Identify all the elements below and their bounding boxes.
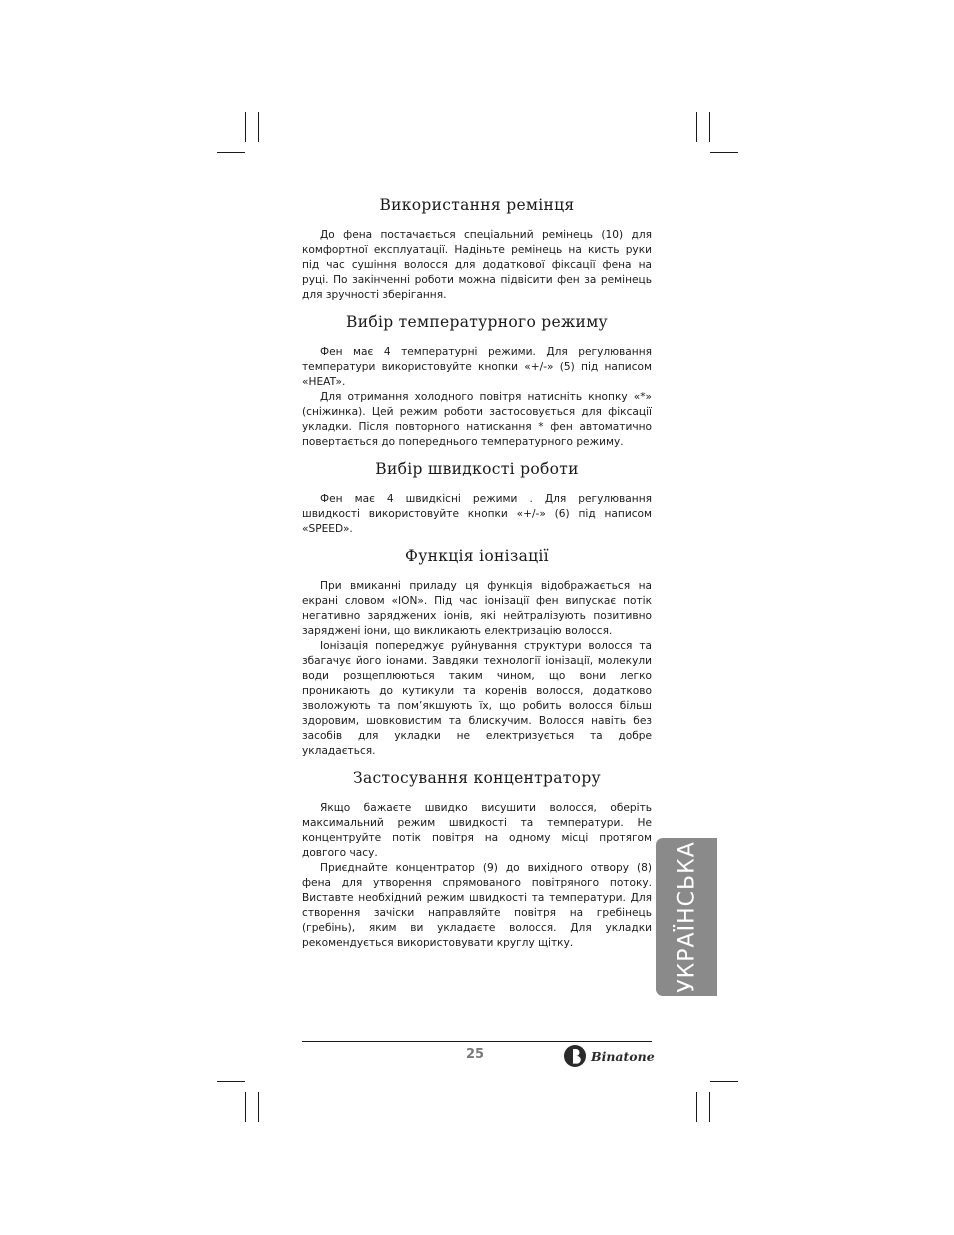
paragraph: До фена постачається спеціальний ремінець (10) для комфортної експлуатації. Надіньте ремінець на кисть руки під час сушіння волосся для додаткової фіксації фена на руці. По закінченні роботи можна підвісити фен за ремінець для зручності зберігання. bbox=[302, 229, 652, 301]
crop-mark-top-right-h bbox=[710, 152, 738, 153]
section-speed bbox=[302, 460, 652, 537]
section-concentrator bbox=[302, 769, 652, 951]
paragraph: Якщо бажаєте швидко висушити волосся, оберіть максимальний режим швидкості та температури. Не концентруйте потік повітря на одному місці протягом довгого часу. bbox=[302, 802, 652, 859]
paragraph: Для отримання холодного повітря натисніть кнопку «*» (сніжинка). Цей режим роботи застосовується для фіксації укладки. Після повторного натискання * фен автоматично повертається до попереднього температурного режиму. bbox=[302, 391, 652, 448]
section-temperature bbox=[302, 313, 652, 450]
brand-name: Binatone bbox=[591, 1048, 655, 1064]
binatone-logo-icon bbox=[563, 1044, 589, 1068]
crop-mark-bottom-right-v2 bbox=[709, 1092, 710, 1122]
crop-mark-top-left-v2 bbox=[258, 112, 259, 142]
paragraph: Фен має 4 температурні режими. Для регулювання температури використовуйте кнопки «+/-» (5) під написом «HEAT». bbox=[302, 346, 652, 388]
section-title: Вибір швидкості роботи bbox=[375, 460, 579, 478]
section-title: Використання ремінця bbox=[379, 196, 575, 214]
crop-mark-top-left-h bbox=[217, 152, 245, 153]
crop-mark-bottom-left-h bbox=[217, 1081, 245, 1082]
crop-mark-bottom-right-h bbox=[710, 1081, 738, 1082]
crop-mark-top-right-v2 bbox=[709, 112, 710, 142]
section-title: Застосування концентратору bbox=[353, 769, 601, 787]
crop-mark-top-left-v1 bbox=[245, 112, 246, 142]
paragraph: Приєднайте концентратор (9) до вихідного отвору (8) фена для утворення спрямованого повітряного потоку. Виставте необхідний режим швидкості та температури. Для створення зачіски направляйте повітря на гребінець (гребінь), яким ви укладаєте волосся. Для укладки рекомендується використовувати круглу щітку. bbox=[302, 862, 652, 949]
section-ionization bbox=[302, 547, 652, 759]
brand-logo bbox=[563, 1044, 655, 1068]
section-title: Функція іонізації bbox=[405, 547, 549, 565]
crop-mark-bottom-left-v2 bbox=[258, 1092, 259, 1122]
paragraph: При вмиканні приладу ця функція відображається на екрані словом «ION». Під час іонізації фен випускає потік негативно заряджених іонів, які нейтралізують позитивно заряджені іони, що викликають електризацію волосся. bbox=[302, 580, 652, 637]
paragraph: Фен має 4 швидкісні режими . Для регулювання швидкості використовуйте кнопки «+/-» (6) під написом «SPEED». bbox=[302, 493, 652, 535]
page-number: 25 bbox=[466, 1047, 485, 1062]
crop-mark-bottom-right-v1 bbox=[696, 1092, 697, 1122]
language-tab-label: УКРАЇНСЬКА bbox=[674, 841, 699, 993]
language-tab bbox=[656, 838, 717, 996]
manual-content bbox=[302, 196, 652, 961]
section-strap bbox=[302, 196, 652, 303]
paragraph: Іонізація попереджує руйнування структури волосся та збагачує його іонами. Завдяки технології іонізації, молекули води розщеплюються таким чином, що вони легко проникають до кутикули та коренів волосся, додатково зволожують та пом’якшують їх, що робить волосся більш здоровим, шовковистим та блискучим. Волосся навіть без засобів для укладки не електризується та добре укладається. bbox=[302, 640, 652, 757]
section-title: Вибір температурного режиму bbox=[346, 313, 608, 331]
crop-mark-bottom-left-v1 bbox=[245, 1092, 246, 1122]
footer-divider bbox=[302, 1041, 652, 1042]
crop-mark-top-right-v1 bbox=[696, 112, 697, 142]
